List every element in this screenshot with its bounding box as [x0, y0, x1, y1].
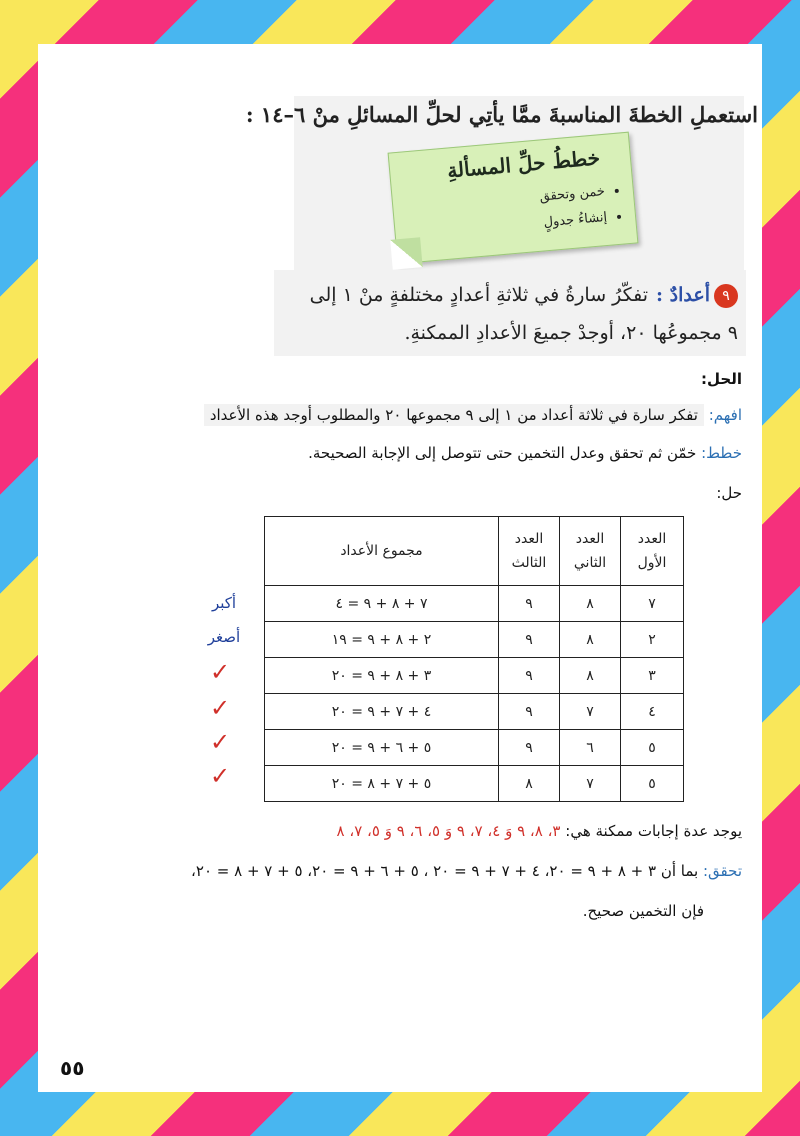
strategy-note-title: خططُ حلِّ المسألةِ — [446, 145, 601, 183]
cell-sum: ٧ + ٨ + ٩ = ٤ — [265, 586, 499, 622]
solution-heading: الحل: — [701, 370, 742, 388]
table-row — [265, 658, 684, 694]
strategy-item: • إنشاءُ جدولٍ — [541, 205, 608, 237]
check-line — [191, 862, 742, 880]
strategy-item: • خمن وتحقق — [539, 179, 606, 211]
understand-line — [204, 406, 742, 424]
plan-line — [308, 444, 742, 462]
table-row — [265, 586, 684, 622]
checkmark-icon: ✓ — [210, 728, 231, 756]
cell-sum: ٥ + ٦ + ٩ = ٢٠ — [265, 730, 499, 766]
cell-second: ٨ — [560, 586, 621, 622]
bigger-note: أكبر — [211, 594, 237, 612]
header-first: العدد الأول — [621, 517, 684, 586]
cell-sum: ٥ + ٧ + ٨ = ٢٠ — [265, 766, 499, 802]
page-curl-icon — [390, 237, 423, 270]
understand-label: افهم: — [708, 406, 742, 424]
cell-first: ٥ — [621, 730, 684, 766]
instruction-text: استعملِ الخطةَ المناسبةَ ممَّا يأتِي لحلِّ المسائلِ منْ ٦–١٤ : — [245, 102, 758, 127]
plan-label: خطط: — [701, 444, 742, 462]
cell-third: ٩ — [499, 694, 560, 730]
cell-sum: ٣ + ٨ + ٩ = ٢٠ — [265, 658, 499, 694]
cell-second: ٨ — [560, 622, 621, 658]
cell-third: ٩ — [499, 622, 560, 658]
header-second: العدد الثاني — [560, 517, 621, 586]
check-conclusion: فإن التخمين صحيح. — [582, 902, 704, 920]
checkmark-icon: ✓ — [210, 658, 231, 686]
cell-second: ٧ — [560, 694, 621, 730]
cell-third: ٩ — [499, 658, 560, 694]
checkmark-icon: ✓ — [210, 694, 231, 722]
cell-second: ٦ — [560, 730, 621, 766]
strategy-sticky-note — [388, 132, 639, 265]
problem-line-1: تفكّرُ سارةُ في ثلاثةِ أعدادٍ مختلفةٍ منْ ١ إلى — [309, 284, 649, 306]
checkmark-icon: ✓ — [210, 762, 231, 790]
cell-first: ٤ — [621, 694, 684, 730]
cell-first: ٢ — [621, 622, 684, 658]
answer-sets: ٣، ٨، ٩ وَ ٤، ٧، ٩ وَ ٥، ٦، ٩ وَ ٥، ٧، ٨ — [336, 822, 561, 840]
table-row — [265, 766, 684, 802]
cell-second: ٨ — [560, 658, 621, 694]
cell-sum: ٢ + ٨ + ٩ = ١٩ — [265, 622, 499, 658]
cell-third: ٩ — [499, 586, 560, 622]
guess-check-table — [264, 516, 684, 802]
table-row — [265, 730, 684, 766]
understand-text: تفكر سارة في ثلاثة أعداد من ١ إلى ٩ مجموعها ٢٠ والمطلوب أوجد هذه الأعداد — [204, 404, 704, 426]
header-third: العدد الثالث — [499, 517, 560, 586]
solve-label: حل: — [716, 484, 742, 502]
answer-prefix: يوجد عدة إجابات ممكنة هي: — [565, 822, 742, 840]
problem-statement — [270, 276, 738, 352]
page-number: ٥٥ — [60, 1056, 85, 1080]
cell-third: ٨ — [499, 766, 560, 802]
answer-line — [337, 822, 742, 840]
problem-label: أعدادٌ : — [656, 284, 710, 306]
check-label: تحقق: — [702, 862, 742, 880]
table-row — [265, 622, 684, 658]
plan-text: خمّن ثم تحقق وعدل التخمين حتى تتوصل إلى الإجابة الصحيحة. — [308, 444, 697, 462]
cell-third: ٩ — [499, 730, 560, 766]
problem-line-2: ٩ مجموعُها ٢٠، أوجدْ جميعَ الأعدادِ الممكنةِ. — [404, 322, 738, 344]
header-sum: مجموع الأعداد — [265, 517, 499, 586]
cell-first: ٣ — [621, 658, 684, 694]
table-row — [265, 694, 684, 730]
cell-second: ٧ — [560, 766, 621, 802]
problem-number-badge: ٩ — [714, 284, 738, 308]
smaller-note: أصغر — [207, 628, 241, 646]
table-header-row — [265, 517, 684, 586]
check-text: بما أن ٣ + ٨ + ٩ = ٢٠، ٤ + ٧ + ٩ = ٢٠ ، ٥ + ٦ + ٩ = ٢٠، ٥ + ٧ + ٨ = ٢٠، — [191, 862, 699, 880]
textbook-page — [38, 44, 762, 1092]
cell-first: ٥ — [621, 766, 684, 802]
cell-first: ٧ — [621, 586, 684, 622]
cell-sum: ٤ + ٧ + ٩ = ٢٠ — [265, 694, 499, 730]
strategy-list — [539, 178, 623, 237]
